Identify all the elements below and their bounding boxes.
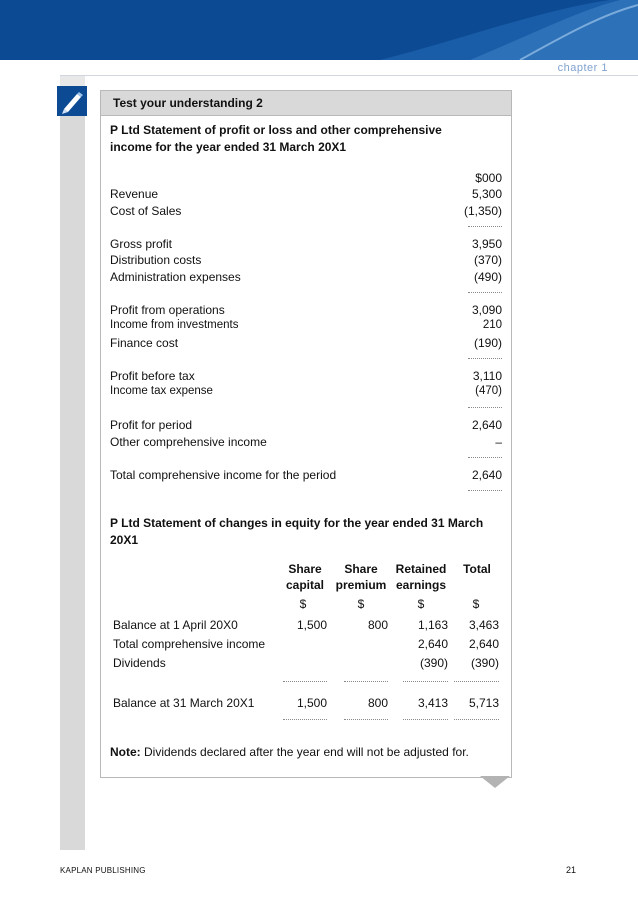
col-header-total: Total — [463, 562, 491, 576]
sopl-row: Profit before tax 3,110 — [110, 369, 502, 383]
underline — [468, 358, 502, 359]
sopl-row: Finance cost (190) — [110, 336, 502, 350]
underline — [403, 719, 448, 720]
soce-cell: 1,163 — [417, 618, 448, 632]
col-header-retained-earnings: Retained earnings — [395, 562, 447, 592]
soce-title-line2: 20X1 — [110, 533, 139, 547]
unit-retained-earnings: $ — [417, 597, 425, 611]
underline — [468, 292, 502, 293]
sopl-row: Administration expenses (490) — [110, 270, 502, 284]
sopl-row: Cost of Sales (1,350) — [110, 204, 502, 218]
sopl-row: Profit from operations 3,090 — [110, 303, 502, 317]
underline — [344, 719, 388, 720]
underline — [468, 407, 502, 408]
col-header-share-premium: Share premium — [335, 562, 387, 592]
soce-cell: 1,500 — [296, 696, 327, 710]
note-label: Note: — [110, 745, 141, 759]
soce-cell: 800 — [367, 696, 388, 710]
soce-row-label: Total comprehensive income — [113, 637, 266, 651]
sopl-unit-row — [110, 171, 502, 187]
underline — [344, 681, 388, 682]
exercise-box-header — [101, 91, 511, 116]
sopl-title-line2: income for the year ended 31 March 20X1 — [110, 140, 347, 154]
sopl-title — [110, 122, 510, 156]
soce-cell: 2,640 — [417, 637, 448, 651]
col-header-share-capital: Share capital — [285, 562, 324, 592]
soce-row-label: Balance at 31 March 20X1 — [113, 696, 255, 710]
soce-cell: 3,413 — [417, 696, 448, 710]
underline — [454, 681, 499, 682]
left-margin-bar — [60, 90, 85, 850]
unit-share-premium: $ — [357, 597, 365, 611]
sopl-unit: $000 — [475, 171, 502, 185]
sopl-row: Gross profit 3,950 — [110, 237, 502, 251]
underline — [403, 681, 448, 682]
sopl-row: Other comprehensive income – — [110, 435, 502, 449]
header-banner — [0, 0, 638, 60]
underline — [468, 457, 502, 458]
sopl-row: Revenue 5,300 — [110, 187, 502, 201]
underline — [468, 226, 502, 227]
underline — [468, 490, 502, 491]
footer-publisher: KAPLAN PUBLISHING — [60, 866, 146, 875]
sopl-row: Income tax expense (470) — [110, 385, 502, 397]
soce-cell: 5,713 — [468, 696, 499, 710]
page-number: 21 — [566, 865, 577, 875]
chapter-label: chapter 1 — [557, 62, 608, 74]
soce-title-line1: P Ltd Statement of changes in equity for the year ended 31 March — [110, 516, 484, 530]
soce-cell: 3,463 — [468, 618, 499, 632]
unit-total: $ — [472, 597, 480, 611]
sopl-row: Income from investments 210 — [110, 319, 502, 331]
exercise-title: Test your understanding 2 — [113, 96, 263, 110]
soce-cell: 2,640 — [468, 637, 499, 651]
note-text: Dividends declared after the year end will not be adjusted for. — [140, 745, 469, 759]
soce-cell: 800 — [367, 618, 388, 632]
banner-swoosh — [0, 0, 638, 60]
sopl-row: Total comprehensive income for the period 2,640 — [110, 468, 502, 482]
underline — [283, 681, 327, 682]
soce-cell: (390) — [419, 656, 448, 670]
soce-cell: (390) — [470, 656, 499, 670]
unit-share-capital: $ — [299, 597, 307, 611]
pencil-icon — [57, 86, 87, 116]
box-pointer — [480, 776, 510, 788]
soce-row-label: Dividends — [113, 656, 166, 670]
sopl-row: Profit for period 2,640 — [110, 418, 502, 432]
sopl-title-line1: P Ltd Statement of profit or loss and other comprehensive — [110, 123, 442, 137]
underline — [283, 719, 327, 720]
sopl-row: Distribution costs (370) — [110, 253, 502, 267]
underline — [454, 719, 499, 720]
soce-title — [110, 515, 510, 549]
soce-cell: 1,500 — [296, 618, 327, 632]
note — [110, 745, 469, 759]
chapter-rule — [60, 75, 638, 76]
soce-row-label: Balance at 1 April 20X0 — [113, 618, 238, 632]
